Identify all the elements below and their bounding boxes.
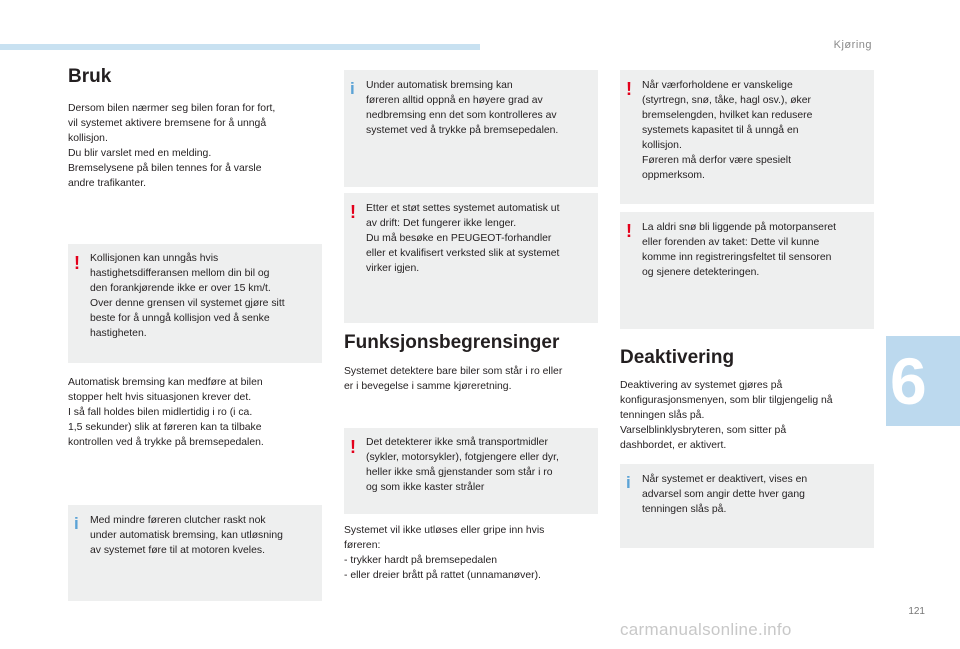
warning-text: Når værforholdene er vanskelige (styrtregn, snø, tåke, hagl osv.), øker bremselengden, hvilket kan redusere systemets kapasitet til å unngå en kollisjon. Føreren må derfor være spesielt oppmerksom. — [642, 80, 813, 181]
warning-text: La aldri snø bli liggende på motorpanseret eller forenden av taket: Dette vil kunne komme inn registreringsfeltet til sensoren og sjenere detekteringen. — [642, 222, 837, 278]
warning-box — [620, 212, 874, 329]
warning-box — [620, 70, 874, 204]
warning-icon: ! — [626, 79, 632, 99]
info-text: Under automatisk bremsing kan føreren alltid oppnå en høyere grad av nedbremsing enn det som kontrolleres av systemet ved å trykke på bremsepedalen. — [366, 80, 559, 136]
info-icon: i — [626, 473, 631, 492]
page-number: 121 — [908, 606, 925, 617]
info-icon: i — [74, 514, 79, 533]
deaktivering-para1: Deaktivering av systemet gjøres på konfigurasjonsmenyen, som blir tilgjengelig nå tenningen slås på. Varselblinklysbryteren, som sitter på dashbordet, er aktivert. — [620, 380, 833, 451]
section-label: Kjøring — [833, 39, 872, 51]
heading-funksjonsbegrensinger: Funksjonsbegrensinger — [344, 332, 560, 353]
warning-box — [344, 428, 598, 514]
bruk-intro: Dersom bilen nærmer seg bilen foran for fort, vil systemet aktivere bremsene for å unngå kollisjon. Du blir varslet med en melding. Bremselysene på bilen tennes for å varsle andre trafikanter. — [68, 103, 276, 189]
warning-box — [344, 193, 598, 323]
warning-icon: ! — [350, 437, 356, 457]
warning-icon: ! — [350, 202, 356, 222]
funksjon-para1: Systemet detektere bare biler som står i ro eller er i bevegelse i samme kjøreretning. — [344, 366, 563, 392]
info-text: Med mindre føreren clutcher raskt nok under automatisk bremsing, kan utløsning av systemet føre til at motoren kveles. — [90, 515, 283, 556]
info-box — [68, 505, 322, 601]
warning-text: Det detekterer ikke små transportmidler (sykler, motorsykler), fotgjengere eller dyr, heller ikke små gjenstander som står i ro og som ikke kaster stråler — [366, 437, 559, 493]
warning-icon: ! — [626, 221, 632, 241]
info-text: Når systemet er deaktivert, vises en advarsel som angir dette hver gang tenningen slås på. — [642, 474, 808, 515]
warning-text: Etter et støt settes systemet automatisk ut av drift: Det fungerer ikke lenger. Du må besøke en PEUGEOT-forhandler eller et kvalifisert verksted slik at systemet virker igjen. — [366, 203, 560, 274]
warning-text: Kollisjonen kan unngås hvis hastighetsdifferansen mellom din bil og den forankjørende ikke er over 15 km/t. Over denne grensen vil systemet gjøre sitt beste for å unngå kollisjon ved å senke hastigheten. — [90, 253, 285, 339]
info-box — [344, 70, 598, 187]
header-bar — [0, 44, 480, 50]
info-icon: i — [350, 79, 355, 98]
funksjon-para2: Systemet vil ikke utløses eller gripe inn hvis føreren: - trykker hardt på bremsepedalen - eller dreier brått på rattet (unnamanøver). — [344, 525, 545, 581]
chapter-number: 6 — [890, 344, 927, 418]
heading-deaktivering: Deaktivering — [620, 347, 735, 368]
warning-box — [68, 244, 322, 363]
heading-bruk: Bruk — [68, 66, 112, 87]
footer-watermark: carmanualsonline.info — [620, 620, 792, 639]
warning-icon: ! — [74, 253, 80, 273]
bruk-para2: Automatisk bremsing kan medføre at bilen stopper helt hvis situasjonen krever det. I så fall holdes bilen midlertidig i ro (i ca. 1,5 sekunder) slik at føreren kan ta tilbake kontrollen ved å trykke på bremsepedalen. — [68, 377, 264, 448]
info-box — [620, 464, 874, 548]
